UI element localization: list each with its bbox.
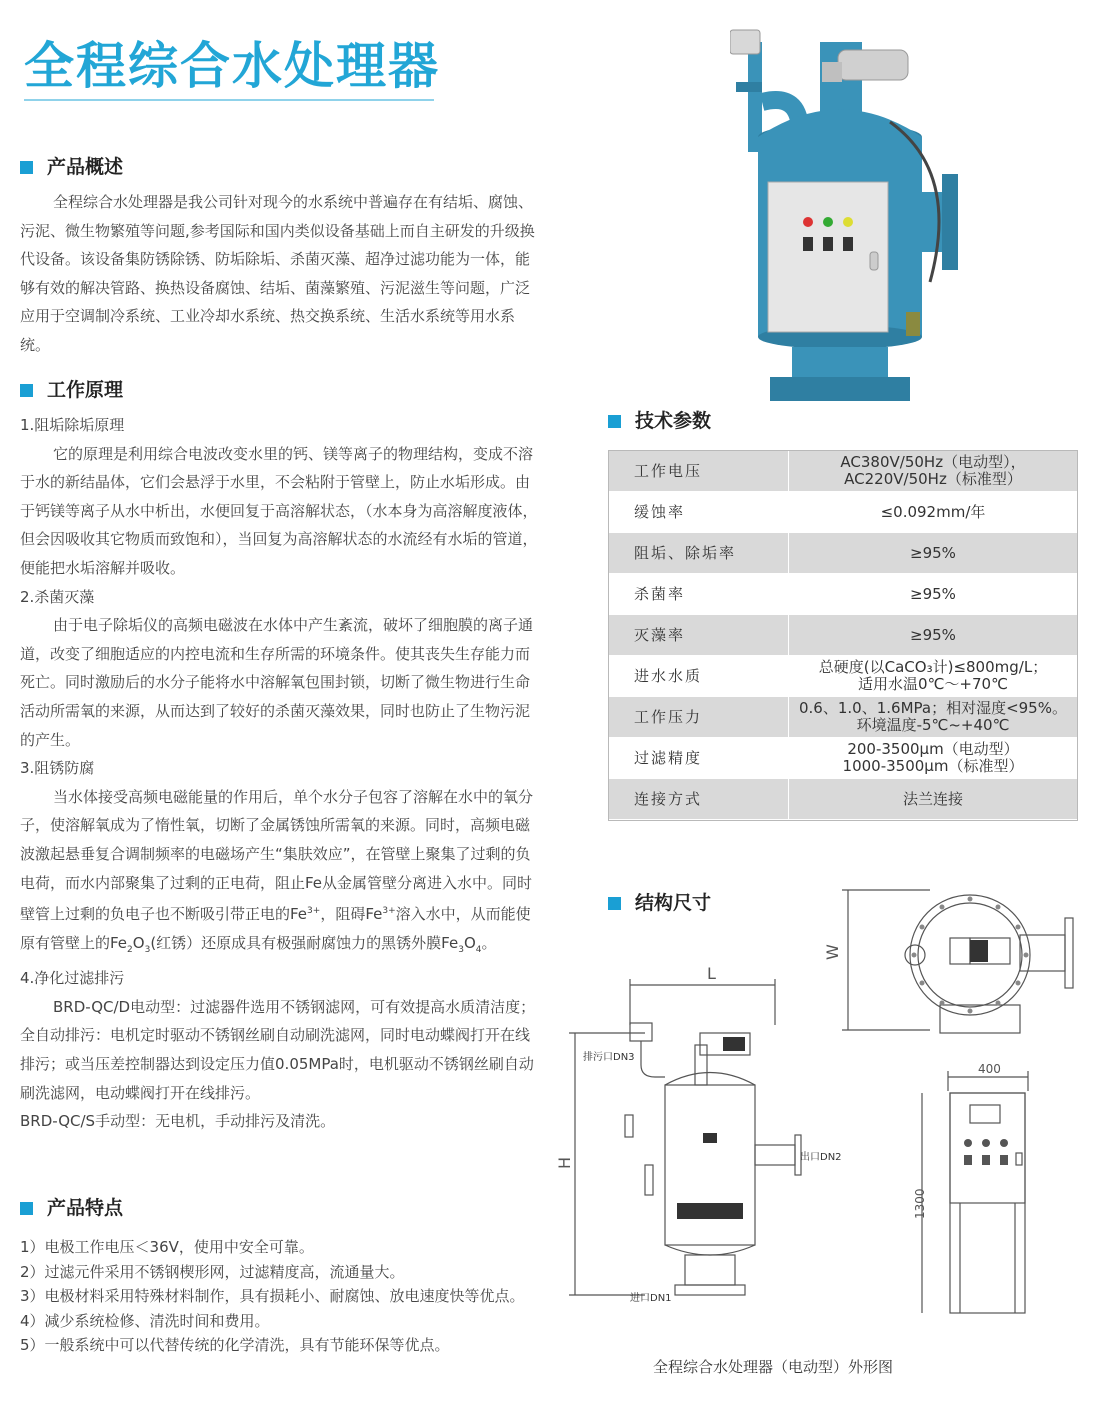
principle-s4-text2: BRD-QC/S手动型：无电机，手动排污及清洗。 xyxy=(20,1112,336,1131)
specs-heading xyxy=(608,409,711,433)
dim-label-1300: 1300 xyxy=(913,1188,927,1219)
table-row: 阻垢、除垢率 ≥95% xyxy=(609,533,1077,574)
structure-heading-text: 结构尺寸 xyxy=(635,892,712,914)
list-item: 3）电极材料采用特殊材料制作，具有损耗小、耐腐蚀、放电速度快等优点。 xyxy=(20,1287,525,1305)
table-row: 过滤精度 200-3500μm（电动型） 1000-3500μm（标准型） xyxy=(609,738,1077,779)
square-bullet-icon xyxy=(608,415,621,428)
dim-label-h: H xyxy=(555,1156,574,1169)
principle-s3-title: 3.阻锈防腐 xyxy=(20,759,95,778)
list-item: 5）一般系统中可以代替传统的化学清洗，具有节能环保等优点。 xyxy=(20,1336,450,1354)
principle-heading xyxy=(20,378,123,402)
principle-s2-text: 由于电子除垢仪的高频电磁波在水体中产生紊流，破坏了细胞膜的离子通道，改变了细胞适应的内控电流和生存所需的环境条件。使其丧失生存能力而死亡。同时激励后的水分子能将水中溶解氧包围封锁，切断了微生物进行生命活动所需氧的来源，从而达到了较好的杀菌灭藻效果，同时也防止了生物污泥的产生。 xyxy=(20,616,534,749)
table-row: 工作压力 0.6、1.0、1.6MPa；相对湿度<95%。 环境温度-5℃~+40℃ xyxy=(609,697,1077,738)
list-item: 4）减少系统检修、清洗时间和费用。 xyxy=(20,1311,270,1330)
dim-label-l: L xyxy=(707,964,716,983)
features-heading-text: 产品特点 xyxy=(47,1197,124,1219)
square-bullet-icon xyxy=(608,897,621,910)
outlet-flange xyxy=(942,174,958,270)
features-list xyxy=(20,1235,542,1358)
table-row: 工作电压 AC380V/50Hz（电动型）， AC220V/50Hz（标准型） xyxy=(609,451,1077,492)
principle-body xyxy=(20,411,542,1136)
inlet-flange xyxy=(770,377,910,401)
table-row: 连接方式 法兰连接 xyxy=(609,779,1077,820)
list-item: 2）过滤元件采用不锈钢楔形网，过滤精度高，流通量大。 xyxy=(20,1262,405,1281)
label-outlet: 出口DN2 xyxy=(800,1152,842,1163)
cabinet-drawing xyxy=(890,1055,1040,1325)
square-bullet-icon xyxy=(20,1202,33,1215)
page-title: 全程综合水处理器 xyxy=(24,37,440,95)
table-row: 杀菌率 ≥95% xyxy=(609,574,1077,615)
list-item: 1）电极工作电压＜36V，使用中安全可靠。 xyxy=(20,1238,314,1256)
front-view-drawing xyxy=(545,955,855,1315)
valve-actuator xyxy=(730,30,760,54)
principle-s1-title: 1.阻垢除垢原理 xyxy=(20,416,125,434)
drawing-caption: 全程综合水处理器（电动型）外形图 xyxy=(653,1358,894,1376)
principle-s4-title: 4.净化过滤排污 xyxy=(20,969,125,988)
table-row: 缓蚀率 ≤0.092mm/年 xyxy=(609,492,1077,533)
motor-icon xyxy=(838,50,908,80)
overview-text: 全程综合水处理器是我公司针对现今的水系统中普遍存在有结垢、腐蚀、污泥、微生物繁殖等问题,参考国际和国内类似设备基础上而自主研发的升级换代设备。该设备集防锈除锈、防垢除垢、杀菌灭藻、超净过滤功能为一体，能够有效的解决管路、换热设备腐蚀、结垢、菌藻繁殖、污泥滋生等问题，广泛应用于空调制冷系统、工业冷却水系统、热交换系统、生活水系统等用水系统。 xyxy=(20,193,535,354)
title-underline xyxy=(24,99,434,101)
label-drain: 排污口DN3 xyxy=(583,1052,635,1063)
square-bullet-icon xyxy=(20,161,33,174)
square-bullet-icon xyxy=(20,384,33,397)
overview-heading xyxy=(20,155,123,179)
label-inlet: 进口DN1 xyxy=(630,1293,672,1304)
specs-table xyxy=(608,450,1078,821)
table-row: 灭藻率 ≥95% xyxy=(609,615,1077,656)
principle-heading-text: 工作原理 xyxy=(47,379,124,401)
features-heading xyxy=(20,1196,123,1220)
structure-heading xyxy=(608,891,711,915)
overview-heading-text: 产品概述 xyxy=(47,156,124,178)
principle-s3-text: 当水体接受高频电磁能量的作用后，单个水分子包容了溶解在水中的氧分子，使溶解氧成为了惰性氧，切断了金属锈蚀所需氧的来源。同时，高频电磁波激起悬垂复合调制频率的电磁场产生“集肤效应”，在管壁上聚集了过剩的负电荷，而水内部聚集了过剩的正电荷，阻止Fe从金属管壁分离进入水中。同时壁管上过剩的负电子也不断吸引带正电的$Fe^{3+}$，阻碍$Fe^{3+}$溶入水中，从而能使原有管壁上的$Fe_2O_3$(红锈）还原成具有极强耐腐蚀力的黑锈外膜$Fe_3O_4$。 xyxy=(20,787,534,955)
top-view-drawing xyxy=(820,880,1080,1040)
dim-label-w: W xyxy=(823,944,842,960)
specs-heading-text: 技术参数 xyxy=(635,410,712,432)
principle-s2-title: 2.杀菌灭藻 xyxy=(20,587,95,606)
dim-label-400: 400 xyxy=(978,1062,1001,1076)
principle-s1-text: 它的原理是利用综合电波改变水里的钙、镁等离子的物理结构，变成不溶于水的新结晶体，它们会悬浮于水里，不会粘附于管壁上，防止水垢形成。由于钙镁等离子从水中析出，水便回复于高溶解状态，（水本身为高溶解度液体，但会因吸收其它物质而致饱和），当回复为高溶解状态的水流经有水垢的管道，便能把水垢溶解并吸收。 xyxy=(20,444,538,577)
product-photo xyxy=(730,22,990,422)
principle-s4-text: BRD-QC/D电动型：过滤器件选用不锈钢滤网，可有效提高水质清洁度；全自动排污：电机定时驱动不锈钢丝刷自动刷洗滤网，同时电动蝶阀打开在线排污；或当压差控制器达到设定压力值0.05MPa时，电机驱动不锈钢丝刷自动刷洗滤网，电动蝶阀打开在线排污。 xyxy=(20,997,536,1102)
table-row: 进水水质 总硬度(以CaCO₃计)≤800mg/L； 适用水温0℃～+70℃ xyxy=(609,656,1077,697)
